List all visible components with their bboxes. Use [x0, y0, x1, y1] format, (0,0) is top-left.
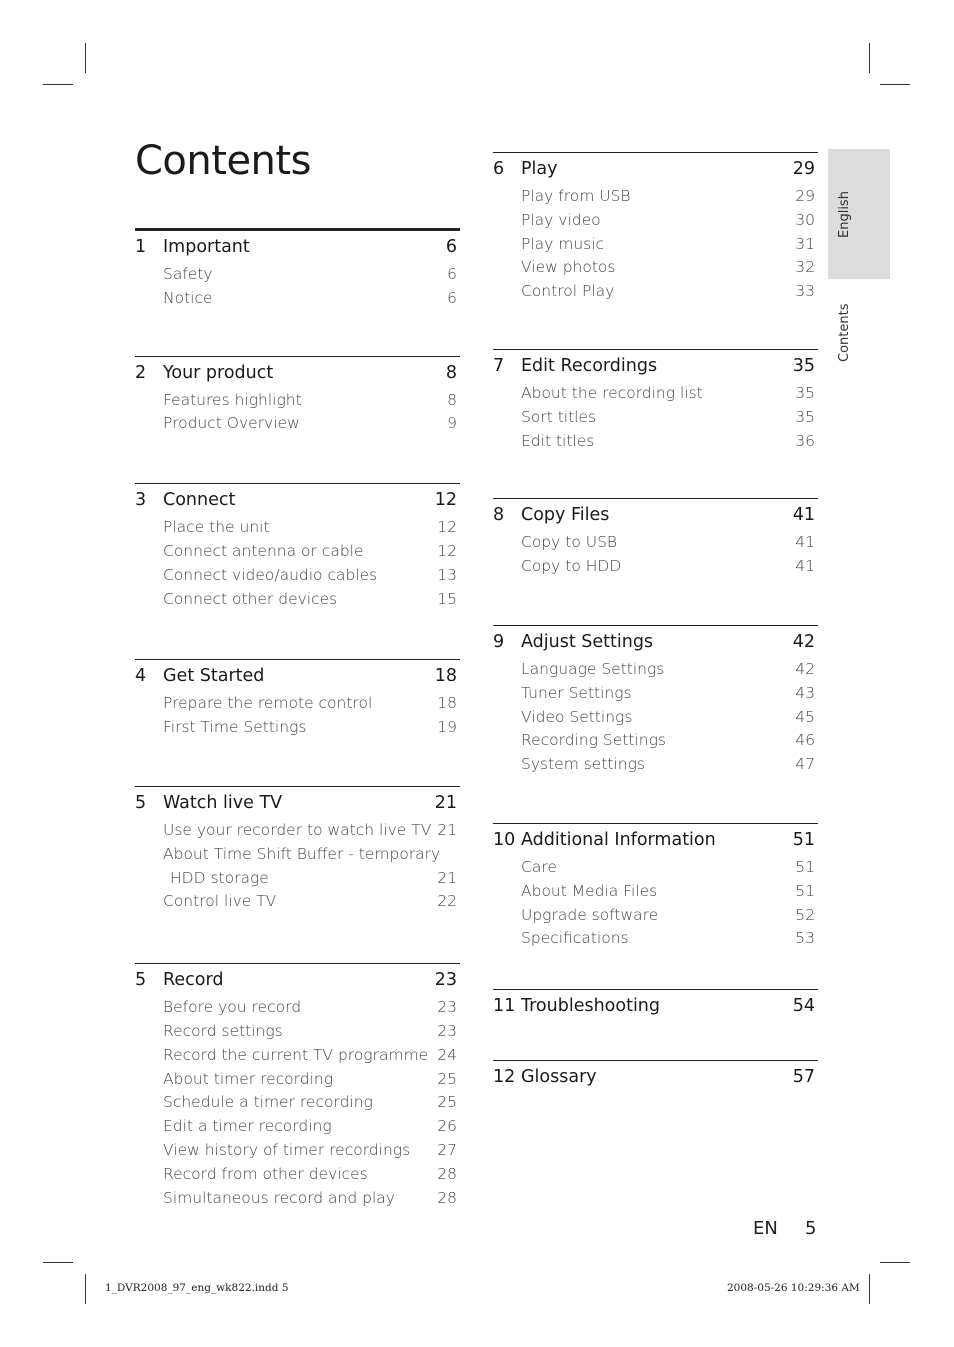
entry-page: 41 [795, 533, 815, 552]
toc-entry[interactable] [135, 287, 460, 311]
chapter-title: Adjust Settings [521, 631, 654, 652]
toc-entry[interactable] [135, 1044, 460, 1068]
toc-entry[interactable] [135, 1187, 460, 1211]
toc-entry[interactable] [135, 389, 460, 413]
side-tab-language: English [837, 191, 852, 238]
entry-title: Product Overview [163, 414, 300, 433]
entry-page: 24 [437, 1045, 457, 1064]
chapter-number: 1 [135, 237, 147, 257]
toc-chapter[interactable] [493, 350, 818, 382]
toc-chapter[interactable] [493, 824, 818, 856]
chapter-number: 9 [493, 631, 505, 652]
chapter-page: 18 [434, 666, 457, 687]
entry-page: 35 [795, 407, 815, 426]
footer-language: EN [753, 1218, 778, 1239]
entry-title: Sort titles [521, 407, 597, 426]
entry-title: Schedule a timer recording [163, 1093, 373, 1112]
chapter-number: 2 [135, 362, 147, 383]
entry-title: Video Settings [521, 707, 633, 726]
toc-entry[interactable] [135, 1091, 460, 1115]
entry-title: Features highlight [163, 390, 302, 409]
toc-chapter[interactable] [493, 626, 818, 658]
chapter-page: 51 [792, 829, 815, 850]
toc-entry[interactable] [135, 412, 460, 436]
entry-page: 12 [437, 541, 457, 560]
chapter-number: 3 [135, 490, 147, 511]
toc-chapter[interactable] [493, 990, 818, 1022]
toc-entry[interactable] [493, 706, 818, 730]
toc-entry[interactable] [493, 430, 818, 454]
toc-entry[interactable] [135, 564, 460, 588]
toc-chapter[interactable] [135, 357, 460, 389]
chapter-number: 5 [135, 970, 147, 991]
toc-entry[interactable] [135, 716, 460, 740]
toc-entry[interactable] [135, 1068, 460, 1092]
entry-page: 36 [795, 431, 815, 450]
toc-entry[interactable] [493, 856, 818, 880]
entry-title: Record the current TV programme [163, 1045, 429, 1064]
chapter-page: 12 [434, 490, 457, 511]
entry-title: Play from USB [521, 187, 631, 205]
toc-section [135, 660, 460, 786]
chapter-title: Edit Recordings [521, 355, 658, 376]
chapter-page: 42 [792, 631, 815, 652]
entry-page: 52 [795, 905, 815, 924]
entry-page: 51 [795, 857, 815, 876]
entry-page: 21 [437, 820, 457, 839]
toc-chapter[interactable] [135, 484, 460, 516]
entry-title: Safety [163, 265, 213, 283]
crop-mark [43, 84, 73, 85]
entry-page: 42 [795, 659, 815, 678]
toc-entry[interactable] [493, 658, 818, 682]
toc-section [493, 499, 818, 625]
entry-page: 51 [795, 881, 815, 900]
toc-entry[interactable] [493, 185, 818, 209]
toc-section [135, 357, 460, 484]
toc-section [135, 231, 460, 356]
toc-entry[interactable] [135, 843, 460, 867]
toc-entry[interactable] [135, 890, 460, 914]
toc-entry[interactable] [493, 753, 818, 777]
toc-entry[interactable] [493, 880, 818, 904]
entry-page: 21 [437, 868, 457, 887]
chapter-number: 12 [493, 1067, 516, 1088]
entry-title: Connect video/audio cables [163, 565, 378, 584]
entry-title: Use your recorder to watch live TV [163, 820, 432, 839]
toc-right-column [493, 152, 818, 1093]
toc-entry[interactable] [135, 867, 460, 891]
entry-page: 43 [795, 683, 815, 702]
entry-page: 23 [437, 998, 457, 1017]
toc-chapter[interactable] [493, 153, 818, 185]
entry-title: Place the unit [163, 518, 270, 537]
entry-page: 29 [795, 187, 815, 205]
side-tab-section: Contents [837, 303, 852, 362]
toc-chapter[interactable] [135, 964, 460, 996]
chapter-page: 57 [792, 1067, 815, 1088]
crop-mark [869, 43, 870, 73]
slug-filename: 1_DVR2008_97_eng_wk822.indd 5 [105, 1282, 289, 1294]
entry-title: Record from other devices [163, 1164, 368, 1183]
entry-title: Control live TV [163, 892, 277, 911]
chapter-page: 35 [792, 355, 815, 376]
toc-entry[interactable] [135, 819, 460, 843]
entry-page: 35 [795, 383, 815, 402]
toc-left-column [135, 228, 460, 1210]
entry-page: 15 [437, 589, 457, 608]
toc-entry[interactable] [493, 406, 818, 430]
toc-entry[interactable] [135, 1163, 460, 1187]
chapter-title: Copy Files [521, 505, 610, 526]
chapter-title: Your product [163, 362, 274, 383]
entry-page: 32 [795, 258, 815, 277]
entry-page: 25 [437, 1093, 457, 1112]
entry-page: 53 [795, 929, 815, 948]
chapter-title: Glossary [521, 1067, 597, 1088]
chapter-page: 8 [445, 362, 457, 383]
crop-mark [880, 84, 910, 85]
entry-page: 18 [437, 694, 457, 713]
entry-title: Connect other devices [163, 589, 338, 608]
entry-title: First Time Settings [163, 718, 307, 737]
toc-entry[interactable] [135, 692, 460, 716]
entry-title: Play video [521, 210, 601, 229]
toc-entry[interactable] [135, 588, 460, 612]
chapter-number: 8 [493, 505, 505, 526]
entry-page: 28 [437, 1164, 457, 1183]
chapter-number: 7 [493, 355, 505, 376]
entry-title: About timer recording [163, 1069, 334, 1088]
chapter-number: 11 [493, 996, 516, 1017]
chapter-page: 23 [434, 970, 457, 991]
entry-title: Care [521, 857, 557, 876]
entry-title: HDD storage [170, 868, 269, 887]
chapter-number: 6 [493, 159, 505, 179]
toc-chapter[interactable] [493, 499, 818, 531]
entry-title: Edit titles [521, 431, 595, 450]
entry-title: View history of timer recordings [163, 1140, 411, 1159]
toc-chapter[interactable] [135, 787, 460, 819]
toc-chapter[interactable] [493, 1061, 818, 1093]
chapter-number: 4 [135, 666, 147, 687]
entry-page: 22 [437, 892, 457, 911]
toc-chapter[interactable] [135, 660, 460, 692]
entry-title: About the recording list [521, 383, 703, 402]
entry-page: 19 [437, 718, 457, 737]
chapter-title: Play [521, 159, 558, 179]
toc-entry[interactable] [135, 540, 460, 564]
chapter-page: 41 [792, 505, 815, 526]
toc-entry[interactable] [493, 927, 818, 951]
entry-page: 6 [447, 288, 457, 307]
chapter-title: Troubleshooting [521, 996, 661, 1017]
chapter-page: 54 [792, 996, 815, 1017]
chapter-title: Important [163, 237, 250, 257]
entry-page: 23 [437, 1021, 457, 1040]
entry-title: View photos [521, 258, 616, 277]
chapter-title: Additional Information [521, 829, 716, 850]
entry-page: 31 [795, 234, 815, 253]
entry-title: Before you record [163, 998, 302, 1017]
chapter-title: Get Started [163, 666, 265, 687]
chapter-number: 5 [135, 792, 147, 813]
toc-entry[interactable] [493, 233, 818, 257]
toc-entry[interactable] [493, 555, 818, 579]
entry-title: Specifications [521, 929, 629, 948]
chapter-page: 6 [445, 237, 457, 257]
entry-title: Control Play [521, 282, 615, 301]
entry-title: Record settings [163, 1021, 283, 1040]
toc-entry[interactable] [493, 280, 818, 304]
entry-page: 6 [447, 265, 457, 283]
toc-entry[interactable] [493, 256, 818, 280]
toc-entry[interactable] [135, 1139, 460, 1163]
entry-title: Upgrade software [521, 905, 659, 924]
toc-entry[interactable] [493, 729, 818, 753]
chapter-number: 10 [493, 829, 516, 850]
entry-title: About Time Shift Buffer - temporary [163, 844, 441, 863]
entry-page: 28 [437, 1188, 457, 1207]
entry-title: About Media Files [521, 881, 658, 900]
toc-section [493, 153, 818, 349]
entry-title: Language Settings [521, 659, 665, 678]
entry-page: 8 [447, 390, 457, 409]
toc-section [135, 484, 460, 659]
entry-page: 13 [437, 565, 457, 584]
toc-entry[interactable] [135, 263, 460, 287]
toc-section [493, 350, 818, 498]
entry-title: Copy to HDD [521, 557, 622, 576]
footer-page-number: 5 [805, 1218, 817, 1239]
toc-section [135, 964, 460, 1210]
toc-entry[interactable] [135, 996, 460, 1020]
entry-page: 25 [437, 1069, 457, 1088]
entry-title: Simultaneous record and play [163, 1188, 395, 1207]
toc-section [135, 787, 460, 963]
entry-page: 27 [437, 1140, 457, 1159]
entry-title: Prepare the remote control [163, 694, 373, 713]
chapter-page: 21 [434, 792, 457, 813]
toc-section [493, 824, 818, 989]
crop-mark [43, 1262, 73, 1263]
crop-mark [85, 43, 86, 73]
toc-entry[interactable] [493, 209, 818, 233]
slug-timestamp: 2008-05-26 10:29:36 AM [727, 1282, 860, 1294]
entry-page: 9 [447, 414, 457, 433]
chapter-title: Watch live TV [163, 792, 283, 813]
chapter-title: Connect [163, 490, 236, 511]
entry-page: 41 [795, 557, 815, 576]
entry-page: 12 [437, 518, 457, 537]
entry-title: Recording Settings [521, 731, 666, 750]
crop-mark [869, 1274, 870, 1304]
page-title: Contents [135, 138, 311, 184]
entry-page: 30 [795, 210, 815, 229]
toc-entry[interactable] [493, 531, 818, 555]
entry-title: Play music [521, 234, 605, 253]
toc-entry[interactable] [493, 382, 818, 406]
toc-section [493, 626, 818, 823]
entry-title: Connect antenna or cable [163, 541, 364, 560]
toc-entry[interactable] [493, 904, 818, 928]
toc-entry[interactable] [135, 516, 460, 540]
toc-section [493, 990, 818, 1060]
toc-entry[interactable] [135, 1020, 460, 1044]
entry-page: 26 [437, 1117, 457, 1136]
toc-chapter[interactable] [135, 231, 460, 263]
toc-entry[interactable] [493, 682, 818, 706]
toc-entry[interactable] [135, 1115, 460, 1139]
crop-mark [85, 1274, 86, 1304]
entry-title: Tuner Settings [521, 683, 632, 702]
entry-title: Edit a timer recording [163, 1117, 332, 1136]
chapter-title: Record [163, 970, 224, 991]
entry-page: 33 [795, 282, 815, 301]
chapter-page: 29 [792, 159, 815, 179]
entry-title: System settings [521, 755, 645, 774]
entry-title: Notice [163, 288, 213, 307]
entry-title: Copy to USB [521, 533, 618, 552]
toc-section [493, 1061, 818, 1093]
entry-page: 45 [795, 707, 815, 726]
crop-mark [880, 1262, 910, 1263]
entry-page: 46 [795, 731, 815, 750]
entry-page: 47 [795, 755, 815, 774]
